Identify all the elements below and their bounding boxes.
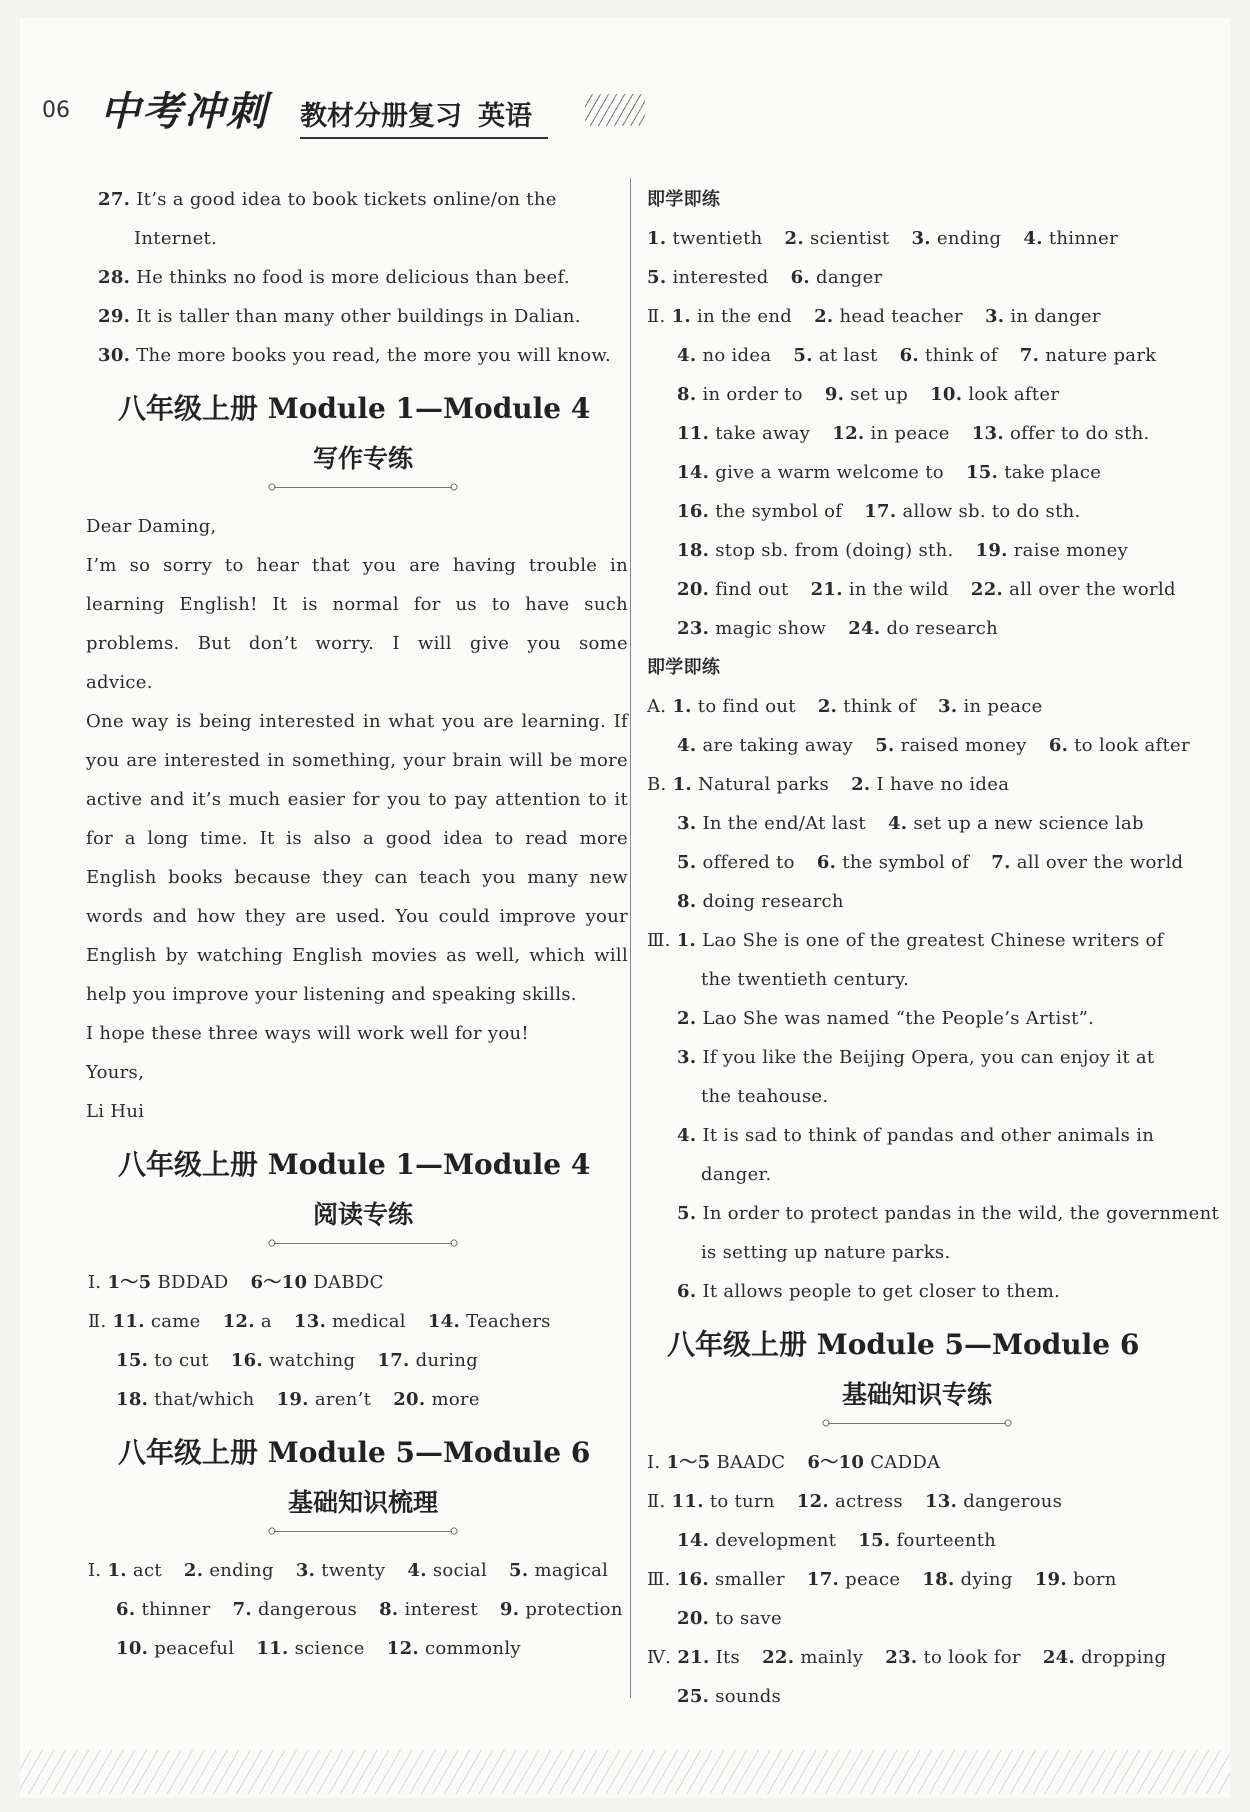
roman-label: Ⅲ. xyxy=(647,930,677,951)
answer-value: find out xyxy=(715,579,789,600)
answer-number: 16. xyxy=(677,501,710,522)
answer-number: 23. xyxy=(677,618,710,639)
answer-row xyxy=(647,609,1187,648)
answer-value: doing research xyxy=(702,891,844,912)
answer-value: BDDAD xyxy=(157,1272,229,1293)
sentence-continuation: the twentieth century. xyxy=(701,969,910,990)
sentence-item xyxy=(647,999,1187,1038)
sentence-item xyxy=(98,297,628,336)
answer-number: 9. xyxy=(824,384,845,405)
sentence-item xyxy=(98,258,628,297)
answer-number: 1. xyxy=(672,774,692,795)
answer-value: thinner xyxy=(1048,228,1118,249)
answer-number: 14. xyxy=(677,1530,710,1551)
answer-number: 15. xyxy=(965,462,999,483)
item-text: Lao She was named “the People’s Artist”. xyxy=(702,1008,1095,1029)
answer-number: 3. xyxy=(677,813,697,834)
answer-number: 12. xyxy=(386,1638,419,1659)
answer-value: scientist xyxy=(809,228,890,249)
answer-value: came xyxy=(150,1311,201,1332)
answer-number: 22. xyxy=(970,579,1004,600)
book-subtitle xyxy=(300,94,548,139)
answer-number: 16. xyxy=(230,1350,263,1371)
answer-value: science xyxy=(294,1638,365,1659)
answer-row xyxy=(647,336,1187,375)
answer-value: a xyxy=(260,1311,272,1332)
item-text: Lao She is one of the greatest Chinese writers of xyxy=(702,930,1164,951)
answer-value: at last xyxy=(818,345,878,366)
answer-value: in danger xyxy=(1010,306,1101,327)
answer-number: 13. xyxy=(924,1491,958,1512)
answer-value: all over the world xyxy=(1009,579,1176,600)
sentence-continuation: is setting up nature parks. xyxy=(701,1242,951,1263)
answer-number: 16. xyxy=(676,1569,709,1590)
answer-value: peaceful xyxy=(154,1638,235,1659)
item-text: It is taller than many other buildings in Dalian. xyxy=(136,306,581,327)
sentence-continuation: danger. xyxy=(701,1164,772,1185)
answer-value: to look for xyxy=(923,1647,1021,1668)
section-title-basic: 基础知识梳理 xyxy=(287,1488,438,1517)
answer-value: peace xyxy=(845,1569,901,1590)
answer-row xyxy=(647,492,1187,531)
answer-value: CADDA xyxy=(870,1452,941,1473)
letter-line: I hope these three ways will work well for you! xyxy=(86,1023,529,1044)
answer-number: 20. xyxy=(393,1389,426,1410)
answer-value: watching xyxy=(269,1350,356,1371)
answer-value: thinner xyxy=(141,1599,211,1620)
answer-row xyxy=(647,1560,1187,1599)
answer-value: that/which xyxy=(154,1389,255,1410)
subtitle-part-2: 英语 xyxy=(478,101,532,132)
sentence-item xyxy=(98,180,628,219)
answer-number: 3. xyxy=(938,696,958,717)
answer-number: 5. xyxy=(647,267,667,288)
answer-value: offered to xyxy=(702,852,795,873)
letter-line: you are interested in something, your brain will be more xyxy=(86,750,628,771)
sentence-continuation: Internet. xyxy=(134,228,218,249)
letter-line: for a long time. It is also a good idea to read more xyxy=(86,828,628,849)
answer-value: interest xyxy=(404,1599,478,1620)
practice-heading: 即学即练 xyxy=(647,657,721,678)
answer-row xyxy=(647,882,1187,921)
answer-value: think of xyxy=(925,345,998,366)
answer-value: to save xyxy=(715,1608,782,1629)
answer-number: 24. xyxy=(1042,1647,1076,1668)
answer-number: 18. xyxy=(677,540,710,561)
answer-number: 8. xyxy=(677,891,697,912)
answer-number: 6. xyxy=(899,345,920,366)
answer-value: in order to xyxy=(702,384,803,405)
brand-title: 中考冲刺 xyxy=(100,89,268,135)
answer-row xyxy=(647,804,1187,843)
answer-value: social xyxy=(432,1560,488,1581)
answer-number: 6～10 xyxy=(250,1272,308,1293)
letter-line: advice. xyxy=(86,672,153,693)
roman-label: Ⅰ. xyxy=(88,1272,108,1293)
answer-row xyxy=(88,1551,628,1590)
answer-value: take place xyxy=(1004,462,1102,483)
letter-line: I’m so sorry to hear that you are having trouble in xyxy=(86,555,628,576)
sentence-continuation: the teahouse. xyxy=(701,1086,829,1107)
sentence-item xyxy=(647,1194,1220,1233)
sentence-item xyxy=(647,1038,1187,1077)
answer-value: during xyxy=(415,1350,479,1371)
answer-row xyxy=(647,570,1187,609)
module-heading: 八年级上册 Module 1—Module 4 xyxy=(118,1148,591,1181)
answer-value: nature park xyxy=(1045,345,1157,366)
roman-label: Ⅱ. xyxy=(88,1311,113,1332)
letter-line: Yours, xyxy=(86,1062,145,1083)
answer-value: set up xyxy=(850,384,909,405)
answer-number: 19. xyxy=(975,540,1008,561)
answer-value: to look after xyxy=(1074,735,1190,756)
item-number: 27. xyxy=(98,189,131,210)
module-heading: 八年级上册 Module 1—Module 4 xyxy=(118,392,591,425)
section-title-basic-practice: 基础知识专练 xyxy=(841,1380,992,1409)
answer-row xyxy=(647,687,1187,726)
answer-number: 12. xyxy=(796,1491,829,1512)
answer-number: 5. xyxy=(677,852,697,873)
answer-value: give a warm welcome to xyxy=(715,462,944,483)
answer-number: 1～5 xyxy=(666,1452,711,1473)
answer-number: 17. xyxy=(377,1350,410,1371)
answer-number: 6. xyxy=(1048,735,1069,756)
answer-number: 3. xyxy=(911,228,931,249)
answer-value: In the end/At last xyxy=(702,813,866,834)
letter-line: Dear Daming, xyxy=(86,516,217,537)
letter-line: learning English! It is normal for us to have such xyxy=(86,594,628,615)
item-text: In order to protect pandas in the wild, the government xyxy=(702,1203,1220,1224)
answer-number: 2. xyxy=(183,1560,204,1581)
answer-number: 18. xyxy=(116,1389,149,1410)
answer-value: take away xyxy=(715,423,811,444)
answer-value: dangerous xyxy=(963,1491,1063,1512)
answer-number: 20. xyxy=(677,579,710,600)
module-heading: 八年级上册 Module 5—Module 6 xyxy=(667,1328,1140,1361)
answer-value: look after xyxy=(968,384,1060,405)
answer-number: 1. xyxy=(107,1560,127,1581)
answer-number: 8. xyxy=(677,384,697,405)
section-title-writing: 写作专练 xyxy=(312,444,413,473)
answer-number: 17. xyxy=(864,501,897,522)
answer-row xyxy=(647,1521,1187,1560)
answer-value: born xyxy=(1072,1569,1117,1590)
answer-number: 4. xyxy=(887,813,908,834)
answer-number: 24. xyxy=(848,618,881,639)
answer-number: 19. xyxy=(1034,1569,1067,1590)
answer-number: 2. xyxy=(814,306,834,327)
letter-line: help you improve your listening and speaking skills. xyxy=(86,984,577,1005)
answer-row xyxy=(647,531,1187,570)
answer-number: 6. xyxy=(790,267,811,288)
answer-value: offer to do sth. xyxy=(1009,423,1150,444)
answer-number: 10. xyxy=(116,1638,149,1659)
item-number: 5. xyxy=(677,1203,697,1224)
answer-row xyxy=(647,219,1187,258)
roman-label: Ⅰ. xyxy=(88,1560,108,1581)
roman-label: Ⅱ. xyxy=(647,306,672,327)
sentence-item xyxy=(647,921,1187,960)
section-rule xyxy=(268,1523,458,1541)
answer-value: are taking away xyxy=(702,735,854,756)
answer-number: 7. xyxy=(232,1599,253,1620)
sentence-item xyxy=(98,336,628,375)
answer-row xyxy=(647,726,1190,765)
answer-row xyxy=(647,1599,1187,1638)
answer-number: 23. xyxy=(885,1647,918,1668)
answer-row xyxy=(647,453,1187,492)
answer-value: more xyxy=(431,1389,480,1410)
footer-decoration xyxy=(20,1750,1230,1794)
answer-number: 12. xyxy=(222,1311,255,1332)
roman-label: Ⅱ. xyxy=(647,1491,672,1512)
answer-number: 7. xyxy=(991,852,1011,873)
answer-number: 21. xyxy=(677,1647,710,1668)
roman-label: Ⅲ. xyxy=(647,1569,677,1590)
answer-value: no idea xyxy=(702,345,772,366)
letter-line: English by watching English movies as well, which will xyxy=(86,945,628,966)
answer-number: 4. xyxy=(677,345,697,366)
section-title-reading: 阅读专练 xyxy=(312,1200,413,1229)
answer-value: magic show xyxy=(715,618,827,639)
answer-number: 5. xyxy=(875,735,895,756)
subtitle-part-1: 教材分册复习 xyxy=(300,101,462,132)
answer-value: protection xyxy=(525,1599,623,1620)
answer-row xyxy=(98,1380,628,1419)
answer-row xyxy=(647,258,1187,297)
practice-heading: 即学即练 xyxy=(647,189,721,210)
answer-value: head teacher xyxy=(839,306,963,327)
answer-number: 4. xyxy=(1023,228,1043,249)
answer-number: 5. xyxy=(793,345,813,366)
answer-value: all over the world xyxy=(1016,852,1184,873)
answer-value: mainly xyxy=(800,1647,864,1668)
answer-number: 4. xyxy=(407,1560,427,1581)
answer-value: ending xyxy=(936,228,1002,249)
answer-number: 21. xyxy=(810,579,843,600)
answer-value: danger xyxy=(816,267,883,288)
section-letter: B. xyxy=(647,774,673,795)
answer-value: raised money xyxy=(900,735,1027,756)
answer-number: 11. xyxy=(256,1638,289,1659)
letter-body xyxy=(86,507,628,1131)
answer-number: 17. xyxy=(806,1569,840,1590)
answer-number: 15. xyxy=(116,1350,149,1371)
answer-value: to turn xyxy=(709,1491,775,1512)
answer-number: 15. xyxy=(858,1530,891,1551)
answer-number: 1. xyxy=(672,696,692,717)
answer-number: 9. xyxy=(499,1599,520,1620)
answer-row xyxy=(647,1443,1187,1482)
answer-number: 8. xyxy=(379,1599,399,1620)
item-text: It allows people to get closer to them. xyxy=(702,1281,1061,1302)
page-header xyxy=(20,80,660,140)
answer-row xyxy=(647,414,1187,453)
answer-value: stop sb. from (doing) sth. xyxy=(715,540,954,561)
answer-value: allow sb. to do sth. xyxy=(902,501,1081,522)
answer-number: 18. xyxy=(922,1569,955,1590)
answer-value: medical xyxy=(332,1311,406,1332)
answer-row xyxy=(647,765,1187,804)
answer-number: 11. xyxy=(671,1491,704,1512)
answer-value: Its xyxy=(715,1647,741,1668)
answer-value: ending xyxy=(209,1560,274,1581)
answer-value: actress xyxy=(835,1491,903,1512)
answer-row xyxy=(98,1590,628,1629)
answer-row xyxy=(647,1482,1187,1521)
sentence-item xyxy=(647,1116,1187,1155)
answer-value: development xyxy=(715,1530,837,1551)
answer-value: dying xyxy=(960,1569,1013,1590)
answer-number: 4. xyxy=(677,735,697,756)
answer-number: 10. xyxy=(930,384,963,405)
letter-line: English books because they can teach you many new xyxy=(86,867,628,888)
section-letter: A. xyxy=(647,696,673,717)
column-divider xyxy=(630,178,631,1698)
page-number: 06 xyxy=(42,98,70,123)
answer-value: do research xyxy=(886,618,999,639)
answer-value: in peace xyxy=(870,423,950,444)
answer-value: fourteenth xyxy=(896,1530,997,1551)
answer-value: in peace xyxy=(963,696,1043,717)
answer-number: 6. xyxy=(116,1599,136,1620)
item-text: It’s a good idea to book tickets online/on the xyxy=(136,189,557,210)
answer-row xyxy=(88,1263,628,1302)
answer-value: to find out xyxy=(697,696,796,717)
answer-value: BAADC xyxy=(716,1452,786,1473)
answer-number: 25. xyxy=(677,1686,710,1707)
item-number: 2. xyxy=(677,1008,697,1029)
item-number: 30. xyxy=(98,345,131,366)
answer-value: I have no idea xyxy=(876,774,1010,795)
answer-row xyxy=(647,1638,1187,1677)
answer-number: 14. xyxy=(427,1311,461,1332)
answer-number: 6. xyxy=(816,852,837,873)
answer-value: interested xyxy=(672,267,769,288)
answer-number: 5. xyxy=(509,1560,529,1581)
letter-line: problems. But don’t worry. I will give you some xyxy=(86,633,628,654)
item-text: The more books you read, the more you will know. xyxy=(136,345,611,366)
answer-value: twentieth xyxy=(672,228,763,249)
answer-value: Natural parks xyxy=(698,774,830,795)
answer-value: smaller xyxy=(714,1569,785,1590)
answer-value: the symbol of xyxy=(715,501,843,522)
answer-number: 11. xyxy=(112,1311,145,1332)
answer-value: the symbol of xyxy=(842,852,970,873)
answer-value: magical xyxy=(534,1560,609,1581)
answer-value: raise money xyxy=(1013,540,1129,561)
answer-value: think of xyxy=(843,696,916,717)
answer-row xyxy=(98,1341,628,1380)
item-number: 6. xyxy=(677,1281,697,1302)
answer-number: 3. xyxy=(984,306,1005,327)
answer-value: act xyxy=(132,1560,162,1581)
item-number: 4. xyxy=(677,1125,697,1146)
answer-number: 3. xyxy=(295,1560,316,1581)
item-text: It is sad to think of pandas and other animals in xyxy=(702,1125,1155,1146)
letter-line: Li Hui xyxy=(86,1101,145,1122)
letter-line: active and it’s much easier for you to pay attention to it xyxy=(86,789,628,810)
answer-number: 2. xyxy=(851,774,871,795)
answer-value: twenty xyxy=(321,1560,386,1581)
answer-number: 7. xyxy=(1019,345,1040,366)
answer-value: set up a new science lab xyxy=(913,813,1144,834)
answer-number: 22. xyxy=(762,1647,795,1668)
roman-label: Ⅳ. xyxy=(647,1647,678,1668)
left-column xyxy=(86,180,628,1668)
item-number: 1. xyxy=(676,930,697,951)
answer-value: DABDC xyxy=(313,1272,384,1293)
answer-value: Teachers xyxy=(466,1311,551,1332)
answer-number: 6～10 xyxy=(807,1452,865,1473)
answer-value: in the end xyxy=(697,306,793,327)
answer-value: in the wild xyxy=(848,579,949,600)
item-number: 28. xyxy=(98,267,131,288)
right-column xyxy=(647,180,1220,1716)
item-text: If you like the Beijing Opera, you can enjoy it at xyxy=(702,1047,1155,1068)
answer-row xyxy=(647,297,1187,336)
section-rule xyxy=(822,1415,1012,1433)
answer-row xyxy=(98,1629,628,1668)
section-rule xyxy=(268,479,458,497)
letter-line: words and how they are used. You could improve your xyxy=(86,906,628,927)
answer-value: commonly xyxy=(425,1638,521,1659)
answer-number: 14. xyxy=(677,462,710,483)
answer-row xyxy=(647,375,1187,414)
answer-number: 13. xyxy=(971,423,1004,444)
answer-number: 12. xyxy=(832,423,865,444)
answer-row xyxy=(88,1302,628,1341)
header-decoration xyxy=(585,94,645,126)
answer-value: sounds xyxy=(715,1686,782,1707)
letter-line: One way is being interested in what you are learning. If xyxy=(86,711,628,732)
section-rule xyxy=(268,1235,458,1253)
item-number: 3. xyxy=(677,1047,697,1068)
answer-number: 13. xyxy=(293,1311,327,1332)
answer-number: 19. xyxy=(276,1389,309,1410)
roman-label: Ⅰ. xyxy=(647,1452,667,1473)
answer-number: 2. xyxy=(817,696,838,717)
answer-value: to cut xyxy=(154,1350,209,1371)
answer-number: 1. xyxy=(671,306,691,327)
answer-value: dropping xyxy=(1081,1647,1167,1668)
module-heading: 八年级上册 Module 5—Module 6 xyxy=(118,1436,591,1469)
answer-value: dangerous xyxy=(258,1599,358,1620)
answer-row xyxy=(647,843,1187,882)
answer-number: 20. xyxy=(677,1608,710,1629)
sentence-item xyxy=(647,1272,1187,1311)
answer-number: 1～5 xyxy=(107,1272,152,1293)
item-number: 29. xyxy=(98,306,131,327)
item-text: He thinks no food is more delicious than beef. xyxy=(136,267,570,288)
answer-number: 2. xyxy=(784,228,804,249)
answer-value: aren’t xyxy=(314,1389,372,1410)
answer-number: 11. xyxy=(677,423,710,444)
answer-number: 1. xyxy=(647,228,667,249)
answer-row xyxy=(647,1677,1187,1716)
